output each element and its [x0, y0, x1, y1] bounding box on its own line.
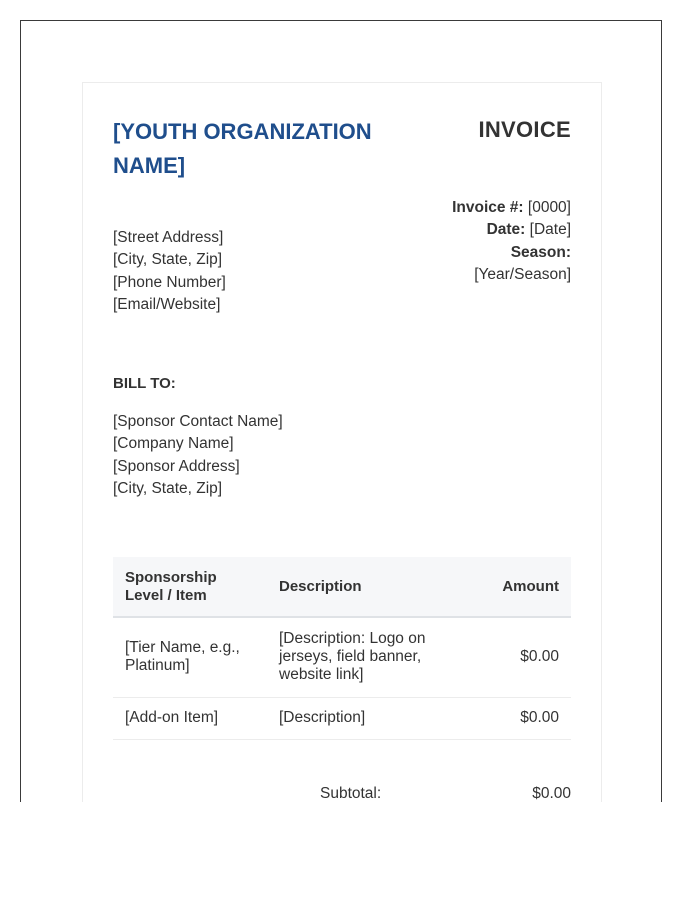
cell-item: [Tier Name, e.g., Platinum]	[113, 617, 267, 697]
cell-item: [Add-on Item]	[113, 697, 267, 739]
address-line: [Street Address]	[113, 229, 224, 246]
invoice-number-value: [0000]	[527, 199, 571, 216]
page-frame	[20, 20, 662, 802]
subtotal-row	[320, 783, 571, 802]
table-row	[113, 617, 571, 697]
invoice-season-row	[371, 242, 571, 264]
bill-to-label: BILL TO:	[113, 375, 176, 392]
invoice-sheet	[82, 82, 602, 802]
bill-to-line: [Company Name]	[113, 435, 234, 453]
address-line: [Phone Number]	[113, 273, 226, 291]
line-items-table	[113, 557, 571, 740]
invoice-date-row	[371, 219, 571, 241]
subtotal-label: Subtotal:	[320, 785, 382, 802]
cell-amount: $0.00	[451, 617, 571, 697]
organization-address	[113, 227, 373, 316]
table-body	[113, 617, 571, 739]
cell-description: [Description: Logo on jerseys, field banner, website link]	[267, 617, 451, 697]
bill-to-line: [Sponsor Address]	[113, 457, 240, 475]
column-header-description: Description	[267, 557, 451, 617]
table-row	[113, 697, 571, 739]
invoice-number-row	[371, 197, 571, 219]
address-line: [Email/Website]	[113, 295, 221, 313]
subtotal-value: $0.00	[532, 785, 571, 802]
table-header	[113, 557, 571, 617]
cell-description: [Description]	[267, 697, 451, 739]
invoice-season-label: Season:	[510, 243, 571, 261]
column-header-item: Sponsorship Level / Item	[113, 557, 267, 617]
cell-amount: $0.00	[451, 697, 571, 739]
bill-to-line: [Sponsor Contact Name]	[113, 413, 283, 430]
bill-to-block	[113, 411, 373, 500]
column-header-amount: Amount	[451, 557, 571, 617]
invoice-number-label: Invoice #:	[452, 199, 524, 216]
address-line: [City, State, Zip]	[113, 251, 223, 269]
bill-to-line: [City, State, Zip]	[113, 479, 223, 497]
invoice-date-label: Date:	[486, 221, 526, 239]
invoice-season-value: [Year/Season]	[474, 265, 571, 283]
table-header-row	[113, 557, 571, 617]
invoice-meta	[371, 197, 571, 286]
invoice-title: INVOICE	[478, 117, 571, 142]
organization-name: [YOUTH ORGANIZATION NAME]	[113, 119, 372, 178]
invoice-date-value: [Date]	[529, 221, 571, 239]
